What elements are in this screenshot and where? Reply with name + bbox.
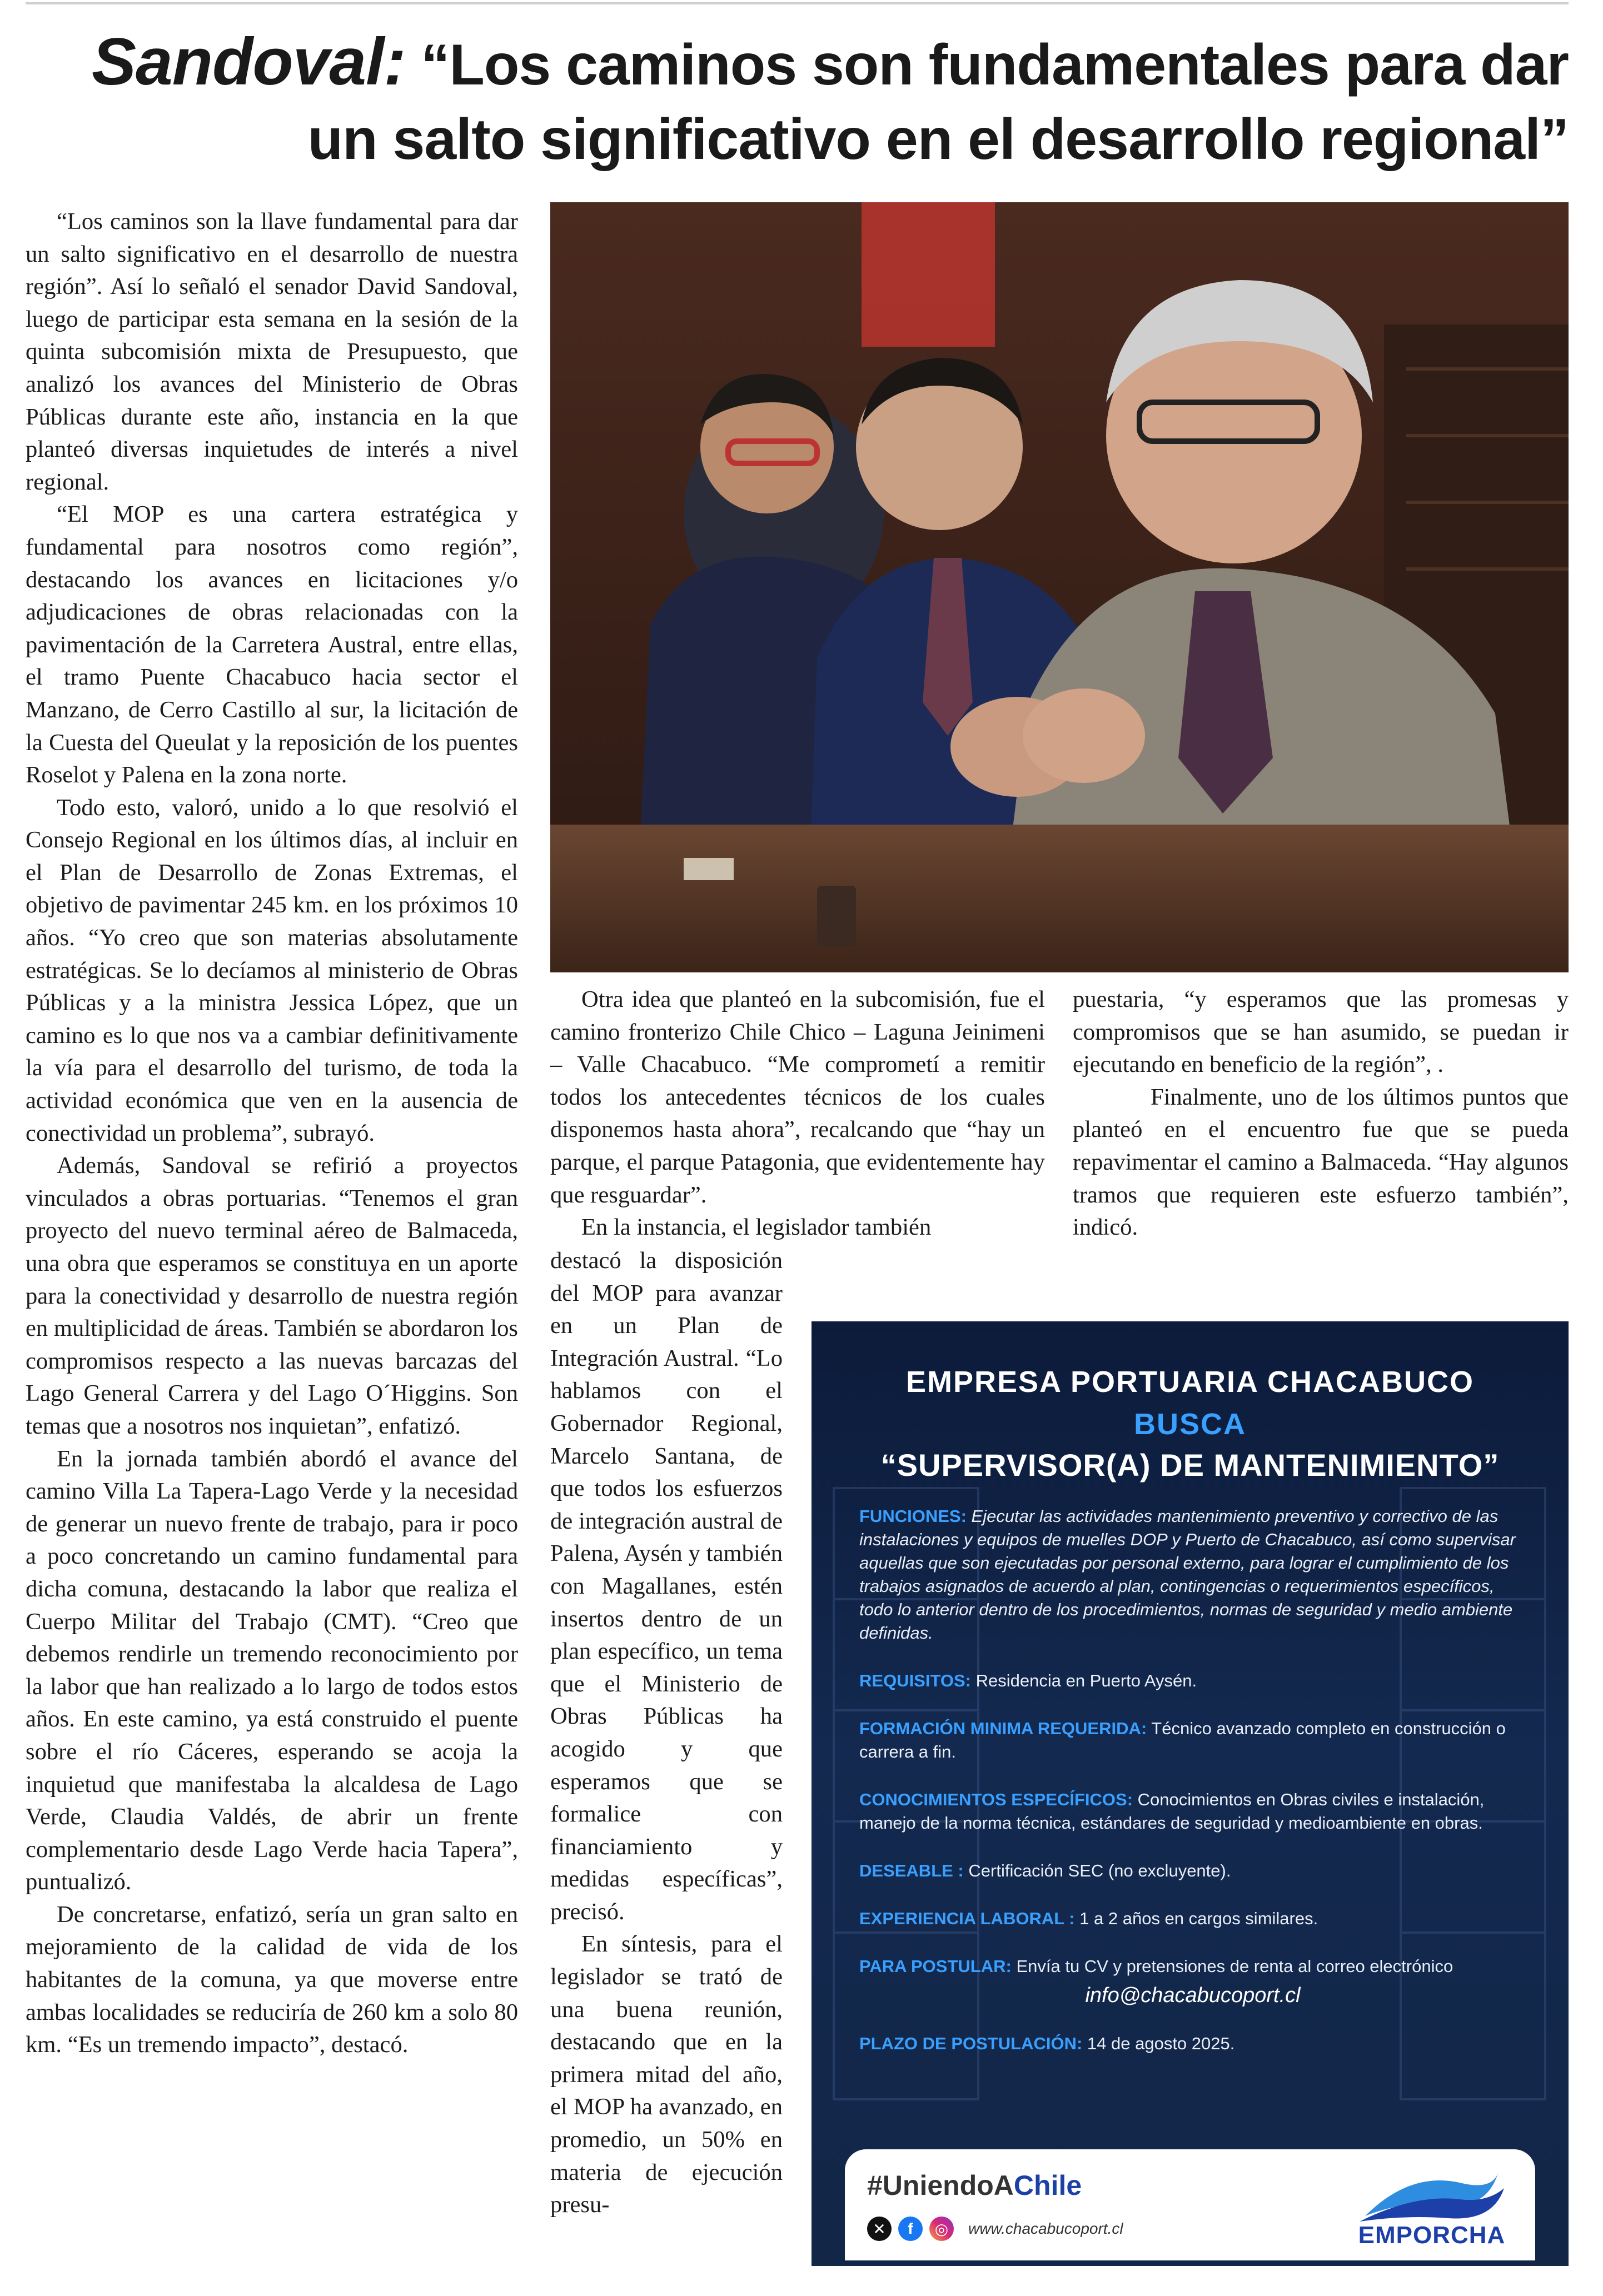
ad-label: FORMACIÓN MINIMA REQUERIDA:: [859, 1719, 1147, 1738]
article-column-middle: [550, 984, 1045, 1244]
ad-section-postular: [859, 1955, 1526, 1978]
ad-label: CONOCIMIENTOS ESPECÍFICOS:: [859, 1790, 1133, 1809]
ad-text: Ejecutar las actividades mantenimiento preventivo y correctivo de las instalaciones y equipos de muelles DOP y Puerto de Chacabuco, así como supervisar aquellas que son ejecutadas por personal externo, para lograr el cumplimiento de los trabajos asignados de acuerdo al plan, contingencias o requerimientos específicos, todo lo anterior dentro de los procedimientos, normas de seguridad y medio ambiente definidas.: [859, 1506, 1516, 1643]
paragraph: “Los caminos son la llave fundamental para dar un salto significativo en el desarrollo de nuestra región”. Así lo señaló el senador David Sandoval, luego de participar esta semana en la sesión de la quinta subcomisión mixta de Presupuesto, que analizó los avances del Ministerio de Obras Públicas durante este año, instancia en la que planteó diversas inquietudes de interés a nivel regional.: [26, 208, 518, 495]
ad-section-formacion: [859, 1717, 1526, 1764]
x-icon[interactable]: ✕: [867, 2217, 892, 2241]
ad-text: Residencia en Puerto Aysén.: [975, 1671, 1197, 1690]
ad-section-plazo: [859, 2032, 1526, 2055]
ad-text: Certificación SEC (no excluyente).: [968, 1861, 1231, 1880]
paragraph: Además, Sandoval se refirió a proyectos vinculados a obras portuarias. “Tenemos el gran proyecto del nuevo terminal aéreo de Balmaceda, una obra que esperamos se constituya en un aporte para la conectividad y desarrollo de nuestra región en multiplicidad de áreas. También se abordaron los compromisos respecto a las nuevas barcazas del Lago General Carrera y del Lago O´Higgins. Son temas que a nosotros nos inquietan”, enfatizó.: [26, 1152, 518, 1439]
ad-company-name: EMPRESA PORTUARIA CHACABUCO: [905, 1365, 1475, 1399]
ad-text: Envía tu CV y pretensiones de renta al correo electrónico: [1016, 1956, 1453, 1976]
paragraph: De concretarse, enfatizó, sería un gran salto en mejoramiento de la calidad de vida de los habitantes de la comuna, ya que moverse entre ambas localidades se reduciría de 260 km a solo 80 km. “Es un tremendo impacto”, destacó.: [26, 1901, 518, 2058]
hashtag-accent: Chile: [1013, 2170, 1082, 2201]
article-column-middle-narrow: [550, 1245, 783, 2222]
ad-text: 14 de agosto 2025.: [1087, 2034, 1235, 2053]
hashtag-prefix: #UniendoA: [867, 2170, 1014, 2201]
facebook-icon[interactable]: f: [898, 2217, 923, 2241]
ad-busca: BUSCA: [1133, 1407, 1246, 1441]
paragraph: “El MOP es una cartera estratégica y fundamental para nosotros como región”, destacando los avances en licitaciones y/o adjudicaciones de obras relacionadas con la pavimentación de la Carretera Austral, entre ellas, el tramo Puente Chacabuco hacia sector el Manzano, de Cerro Castillo al sur, la licitación de la Cuesta del Queulat y la reposición de los puentes Roselot y Palena en la zona norte.: [26, 501, 518, 788]
emporcha-logo-text: EMPORCHA: [1358, 2222, 1506, 2249]
top-rule: [26, 2, 1569, 4]
ad-social-row: [867, 2215, 1123, 2243]
ad-section-requisitos: [859, 1669, 1526, 1693]
headline: [26, 24, 1569, 177]
ad-hashtag: [867, 2169, 1082, 2202]
ad-label: PLAZO DE POSTULACIÓN:: [859, 2034, 1083, 2053]
paragraph: Finalmente, uno de los últimos puntos que planteó en el encuentro fue que se pueda repavimentar el camino a Balmaceda. “Hay algunos tramos que requieren este esfuerzo también”, indicó.: [1073, 1084, 1569, 1241]
ad-sections: [859, 1505, 1526, 2080]
ad-label: DESEABLE :: [859, 1861, 964, 1880]
paragraph: En síntesis, para el legislador se trató de una buena reunión, destacando que en la primera mitad del año, el MOP ha avanzado, en promedio, un 50% en materia de ejecución presu-: [550, 1931, 783, 2218]
paragraph: En la instancia, el legislador también: [581, 1214, 932, 1241]
ad-label: REQUISITOS:: [859, 1671, 971, 1690]
ad-section-deseable: [859, 1859, 1526, 1883]
wave-logo-icon: [1348, 2160, 1515, 2227]
paragraph: Otra idea que planteó en la subcomisión, fue el camino fronterizo Chile Chico – Laguna Jeinimeni – Valle Chacabuco. “Me comprometí a remitir todos los antecedentes técnicos de los cuales disponemos hasta ahora”, recalcando que “hay un parque, el parque Patagonia, que evidentemente hay que resguardar”.: [550, 986, 1045, 1208]
ad-text: Conocimientos en Obras civiles e instalación, manejo de la norma técnica, estándares de seguridad y medioambiente en obras.: [859, 1790, 1485, 1833]
ad-footer: [845, 2149, 1535, 2260]
ad-email-link[interactable]: info@chacabucoport.cl: [1085, 1984, 1301, 2007]
ad-section-conocimientos: [859, 1788, 1526, 1835]
ad-label: FUNCIONES:: [859, 1506, 967, 1526]
ad-section-experiencia: [859, 1907, 1526, 1930]
article-column-right: [1073, 984, 1569, 1244]
photo-senators-illustration: [550, 202, 1569, 972]
paragraph: destacó la disposición del MOP para avanzar en un Plan de Integración Austral. “Lo hablamos con el Gobernador Regional, Marcelo Santana, de que todos los esfuerzos de integración austral de Palena, Aysén y también con Magallanes, estén insertos dentro de un plan específico, un tema que el Ministerio de Obras Públicas ha acogido y que esperamos que se formalice con financiamiento y medidas específicas”, precisó.: [550, 1247, 783, 1925]
ad-text: Técnico avanzado completo en construcción o carrera a fin.: [859, 1719, 1506, 1761]
emporcha-logo: [1348, 2160, 1515, 2255]
article-photo: [550, 202, 1569, 972]
ad-label: PARA POSTULAR:: [859, 1956, 1012, 1976]
ad-label: EXPERIENCIA LABORAL :: [859, 1909, 1075, 1928]
headline-name: Sandoval:: [91, 24, 406, 99]
ad-website-link[interactable]: www.chacabucoport.cl: [968, 2220, 1123, 2237]
job-advertisement: [812, 1321, 1569, 2266]
article-column-left: [26, 206, 518, 2062]
headline-quote: “Los caminos son fundamentales para dar un salto significativo en el desarrollo regional”: [307, 33, 1569, 172]
ad-text: 1 a 2 años en cargos similares.: [1079, 1909, 1318, 1928]
ad-role-title: “SUPERVISOR(A) DE MANTENIMIENTO”: [880, 1448, 1500, 1483]
instagram-icon[interactable]: ◎: [929, 2217, 954, 2241]
paragraph: En la jornada también abordó el avance del camino Villa La Tapera-Lago Verde y la necesidad de generar un nuevo frente de trabajo, para ir poco a poco concretando un camino fundamental para dicha comuna, destacando la labor que realiza el Cuerpo Militar del Trabajo (CMT). “Creo que debemos rendirle un tremendo reconocimiento por la labor que han realizado a lo largo de todos estos años. En este camino, ya está construido el puente sobre el río Cáceres, esperando se acoja la inquietud que manifestaba la alcaldesa de Lago Verde, Claudia Valdés, de abrir un frente complementario desde Lago Verde hacia Tapera”, puntualizó.: [26, 1445, 518, 1895]
paragraph: puestaria, “y esperamos que las promesas y compromisos que se han asumido, se puedan ir ejecutando en beneficio de la región”, .: [1073, 986, 1569, 1078]
paragraph: Todo esto, valoró, unido a lo que resolvió el Consejo Regional en los últimos días, al incluir en el Plan de Desarrollo de Zonas Extremas, el objetivo de pavimentar 245 km. en los próximos 10 años. “Yo creo que son materias absolutamente estratégicas. Se lo decíamos al ministerio de Obras Públicas y a la ministra Jessica López, que un camino es lo que nos va a cambiar definitivamente la vía para el desarrollo del turismo, de toda la actividad económica que ven en la ausencia de conectividad un problema”, subrayó.: [26, 794, 518, 1146]
ad-section-funciones: [859, 1505, 1526, 1645]
